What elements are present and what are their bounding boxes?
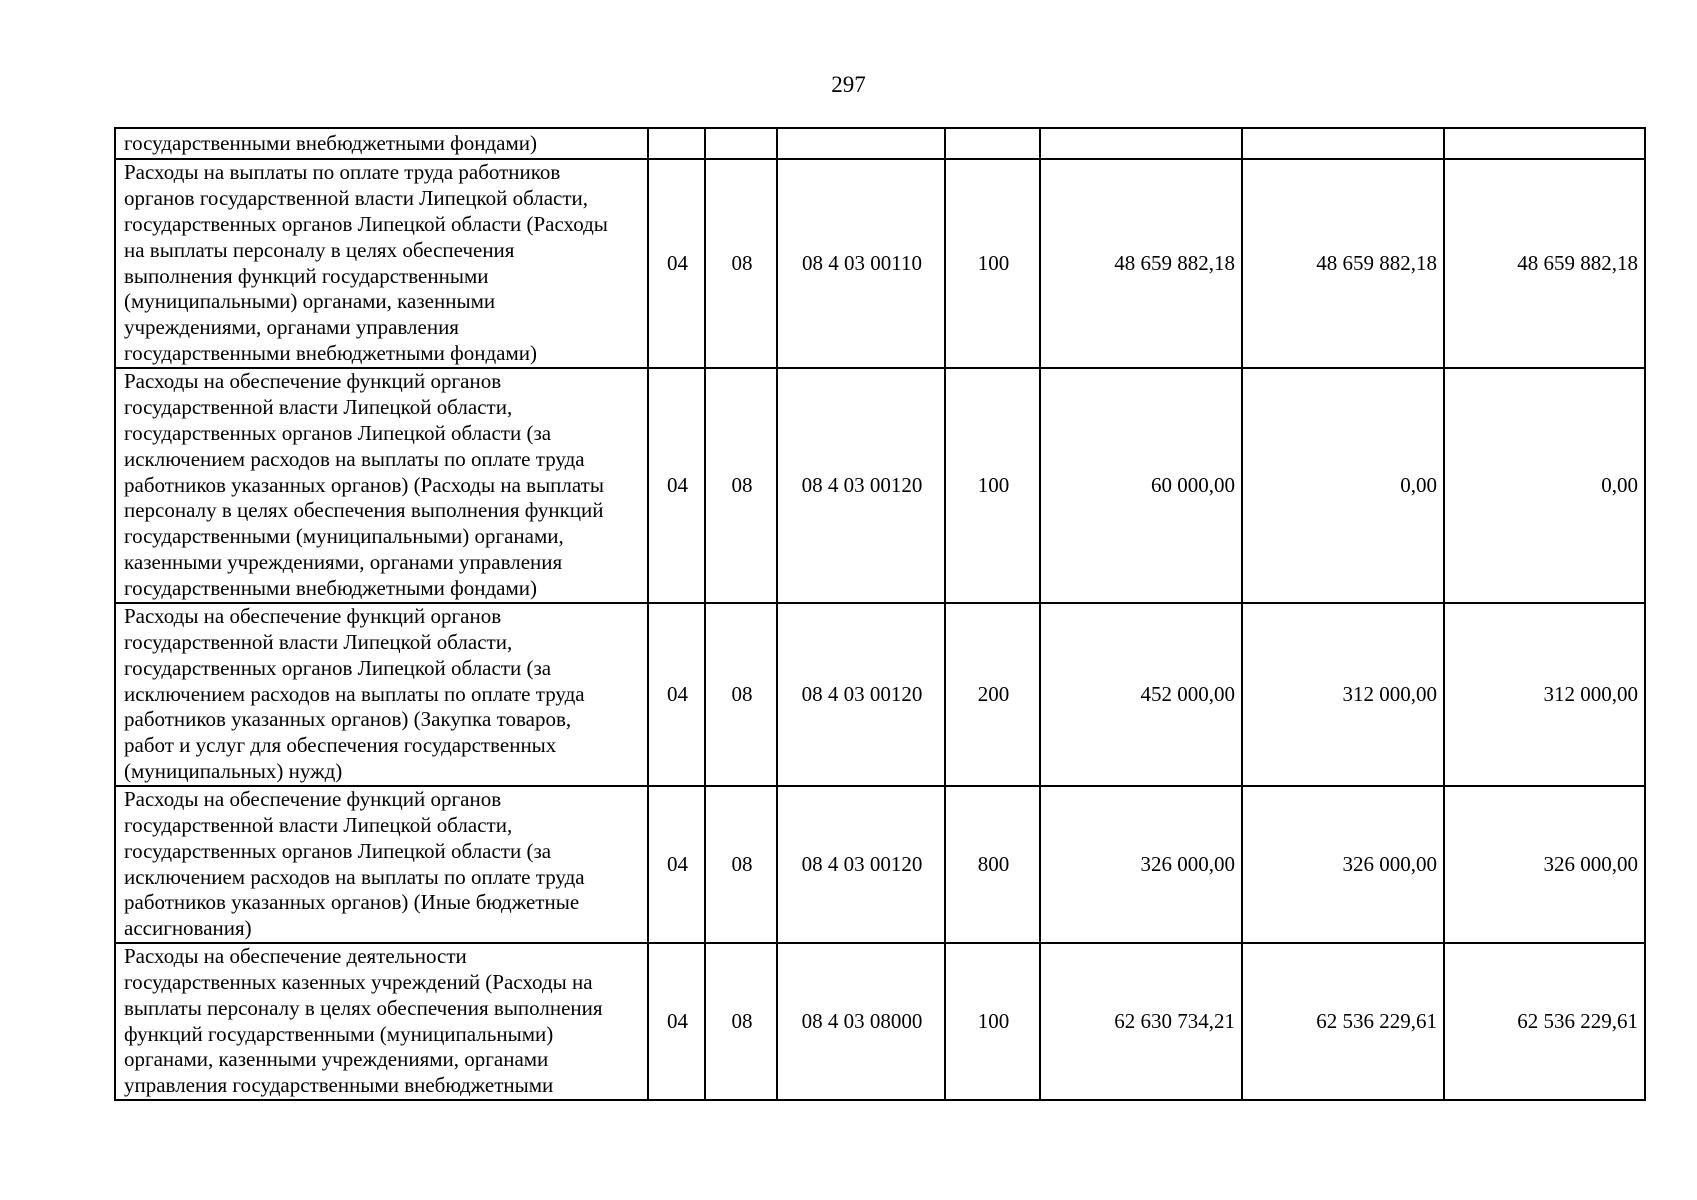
section-code xyxy=(648,128,705,159)
table-row xyxy=(115,943,1645,1100)
amount-year-1: 62 630 734,21 xyxy=(1040,943,1242,1100)
amount-year-2: 312 000,00 xyxy=(1242,603,1444,786)
amount-year-1: 60 000,00 xyxy=(1040,368,1242,603)
amount-year-2: 0,00 xyxy=(1242,368,1444,603)
amount-year-2 xyxy=(1242,128,1444,159)
expense-type-code xyxy=(945,128,1040,159)
section-code: 04 xyxy=(648,943,705,1100)
table-row xyxy=(115,128,1645,159)
row-description: государственными внебюджетными фондами) xyxy=(115,128,648,159)
row-description: Расходы на обеспечение деятельности государственных казенных учреждений (Расходы на выплаты персоналу в целях обеспечения выполнения функций государственными (муниципальными) органами, казенными учреждениями, органами управления государственными внебюджетными xyxy=(115,943,648,1100)
target-article-code: 08 4 03 08000 xyxy=(777,943,945,1100)
page-number: 297 xyxy=(831,72,866,97)
section-code: 04 xyxy=(648,368,705,603)
amount-year-2: 326 000,00 xyxy=(1242,786,1444,943)
subsection-code: 08 xyxy=(705,786,777,943)
target-article-code: 08 4 03 00120 xyxy=(777,786,945,943)
expense-type-code: 100 xyxy=(945,943,1040,1100)
amount-year-1: 452 000,00 xyxy=(1040,603,1242,786)
subsection-code: 08 xyxy=(705,368,777,603)
budget-table xyxy=(114,127,1646,1101)
target-article-code: 08 4 03 00110 xyxy=(777,159,945,368)
subsection-code: 08 xyxy=(705,159,777,368)
expense-type-code: 200 xyxy=(945,603,1040,786)
table-row xyxy=(115,786,1645,943)
target-article-code: 08 4 03 00120 xyxy=(777,368,945,603)
amount-year-2: 62 536 229,61 xyxy=(1242,943,1444,1100)
section-code: 04 xyxy=(648,159,705,368)
section-code: 04 xyxy=(648,603,705,786)
amount-year-2: 48 659 882,18 xyxy=(1242,159,1444,368)
subsection-code: 08 xyxy=(705,943,777,1100)
expense-type-code: 100 xyxy=(945,368,1040,603)
row-description: Расходы на обеспечение функций органов государственной власти Липецкой области, государственных органов Липецкой области (за исключением расходов на выплаты по оплате труда работников указанных органов) (Закупка товаров, работ и услуг для обеспечения государственных (муниципальных) нужд) xyxy=(115,603,648,786)
row-description: Расходы на выплаты по оплате труда работников органов государственной власти Липецкой области, государственных органов Липецкой области (Расходы на выплаты персоналу в целях обеспечения выполнения функций государственными (муниципальными) органами, казенными учреждениями, органами управления государственными внебюджетными фондами) xyxy=(115,159,648,368)
target-article-code: 08 4 03 00120 xyxy=(777,603,945,786)
amount-year-3: 312 000,00 xyxy=(1444,603,1645,786)
table-row xyxy=(115,159,1645,368)
section-code: 04 xyxy=(648,786,705,943)
amount-year-1: 326 000,00 xyxy=(1040,786,1242,943)
amount-year-3: 326 000,00 xyxy=(1444,786,1645,943)
table-row xyxy=(115,603,1645,786)
amount-year-1: 48 659 882,18 xyxy=(1040,159,1242,368)
target-article-code xyxy=(777,128,945,159)
row-description: Расходы на обеспечение функций органов государственной власти Липецкой области, государственных органов Липецкой области (за исключением расходов на выплаты по оплате труда работников указанных органов) (Расходы на выплаты персоналу в целях обеспечения выполнения функций государственными (муниципальными) органами, казенными учреждениями, органами управления государственными внебюджетными фондами) xyxy=(115,368,648,603)
subsection-code: 08 xyxy=(705,603,777,786)
subsection-code xyxy=(705,128,777,159)
amount-year-1 xyxy=(1040,128,1242,159)
table-row xyxy=(115,368,1645,603)
row-description: Расходы на обеспечение функций органов государственной власти Липецкой области, государственных органов Липецкой области (за исключением расходов на выплаты по оплате труда работников указанных органов) (Иные бюджетные ассигнования) xyxy=(115,786,648,943)
expense-type-code: 100 xyxy=(945,159,1040,368)
amount-year-3: 48 659 882,18 xyxy=(1444,159,1645,368)
amount-year-3: 0,00 xyxy=(1444,368,1645,603)
amount-year-3: 62 536 229,61 xyxy=(1444,943,1645,1100)
expense-type-code: 800 xyxy=(945,786,1040,943)
amount-year-3 xyxy=(1444,128,1645,159)
